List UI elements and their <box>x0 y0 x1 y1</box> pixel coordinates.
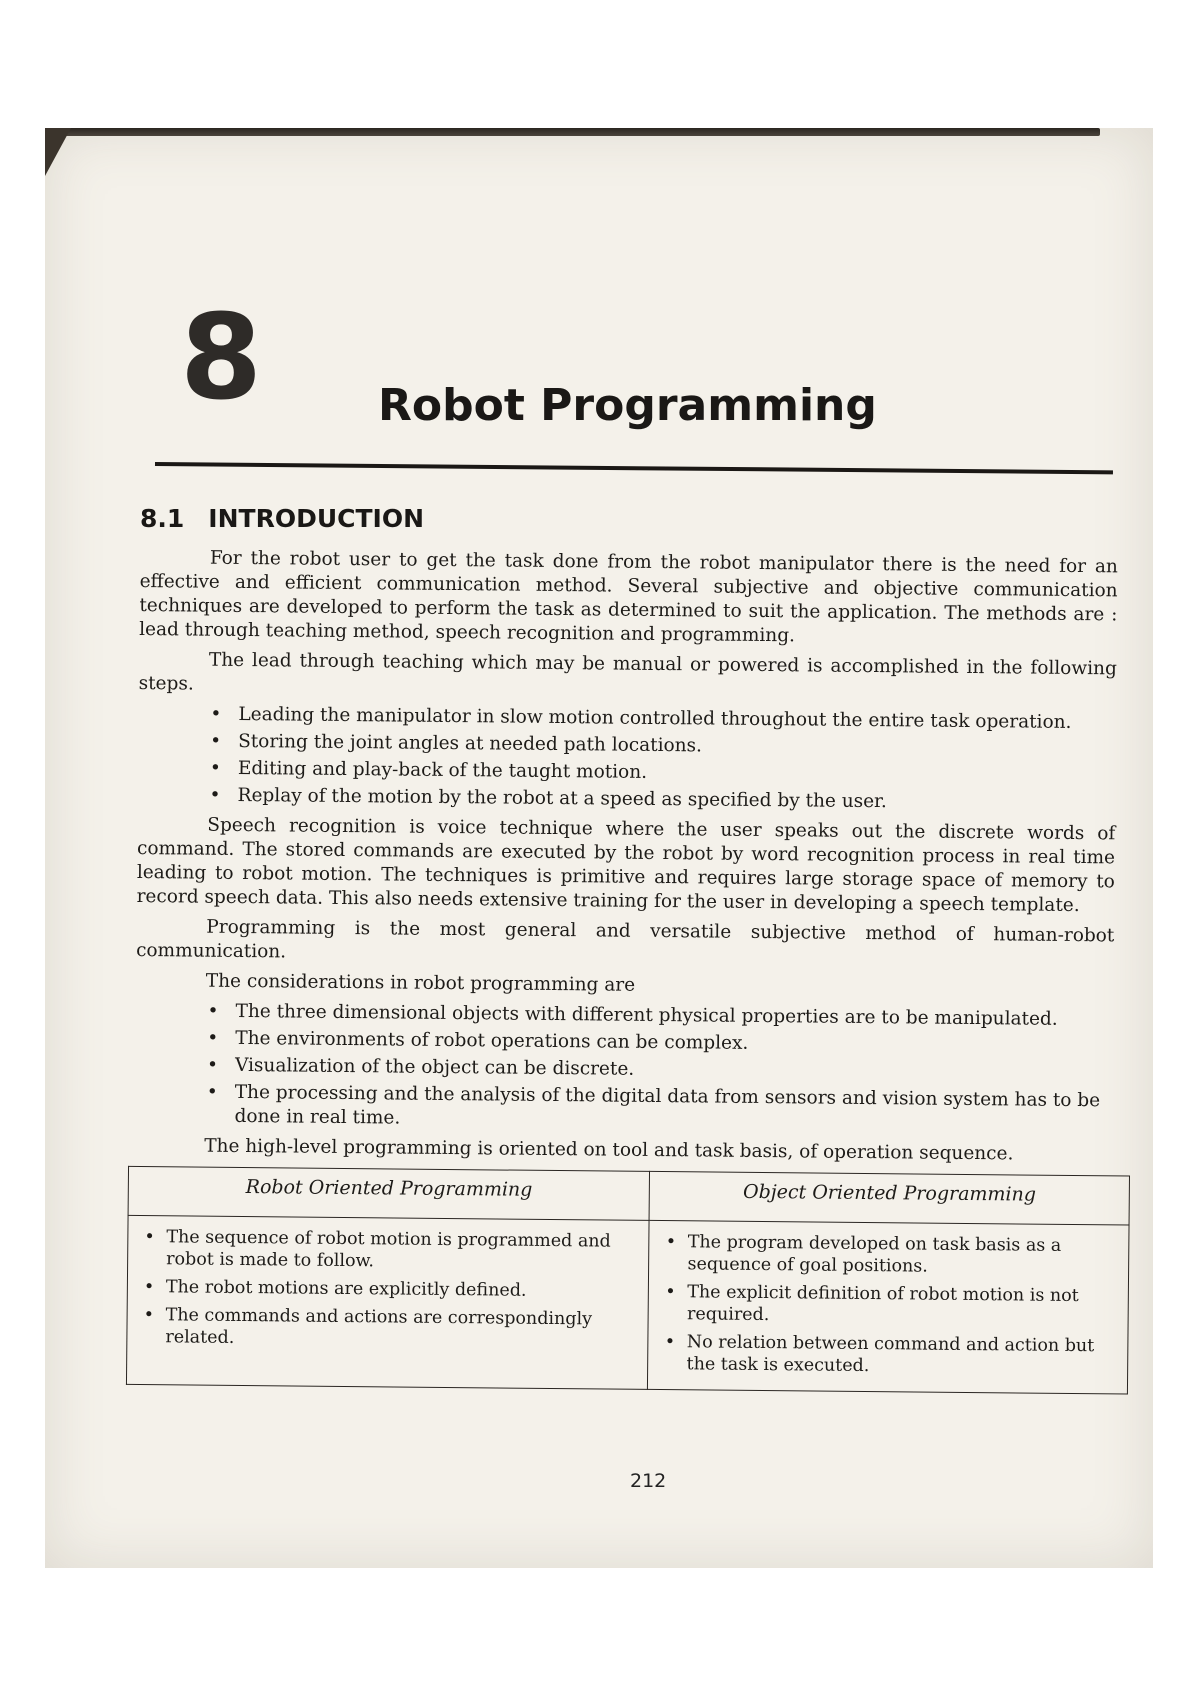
object-oriented-list <box>662 1231 1114 1379</box>
body-text <box>132 546 1118 1394</box>
paragraph-lead-through: The lead through teaching which may be manual or powered is accomplished in the following steps. <box>138 649 1117 695</box>
page-top-shadow <box>60 128 1100 136</box>
paragraph-methods: For the robot user to get the task done from the robot manipulator there is the need for an effective and efficient communication method. Several subjective and objective communication techniques are developed to perform the task as determined to suit the application. The methods are : lead through teaching method, speech recognition and programming. <box>139 547 1118 647</box>
chapter-title: Robot Programming <box>378 380 877 431</box>
comparison-table <box>126 1166 1130 1395</box>
section-title: INTRODUCTION <box>208 504 425 533</box>
paragraph-programming: Programming is the most general and versatile subjective method of human-robot communication. <box>136 916 1115 963</box>
table-header: Robot Oriented Programming <box>128 1166 650 1220</box>
lead-steps-list <box>137 702 1116 816</box>
list-item: • The sequence of robot motion is programmed and robot is made to follow. <box>166 1226 635 1274</box>
robot-oriented-list <box>141 1226 635 1353</box>
list-item: • The commands and actions are correspondingly related. <box>165 1304 634 1352</box>
list-item: • The robot motions are explicitly defined. <box>166 1276 635 1302</box>
list-item: • The environments of robot operations can be complex. <box>235 1027 1113 1059</box>
list-item: • Visualization of the object can be discrete. <box>235 1054 1113 1086</box>
list-item: • Editing and play-back of the taught motion. <box>238 757 1116 789</box>
paragraph-speech-recognition: Speech recognition is voice technique where the user speaks out the discrete words of command. The stored commands are executed by the robot by word recognition process in real time leading to robot motion. The techniques is primitive and requires large storage space of memory to record speech data. This also needs extensive training for the user in developing a speech template. <box>136 814 1116 917</box>
list-item: • No relation between command and action but the task is executed. <box>686 1331 1113 1379</box>
section-number: 8.1 <box>140 504 185 533</box>
table-header: Object Oriented Programming <box>649 1171 1129 1225</box>
considerations-list <box>134 999 1113 1137</box>
list-item: • Leading the manipulator in slow motion controlled throughout the entire task operation. <box>238 703 1116 735</box>
list-item: • Storing the joint angles at needed path locations. <box>238 730 1116 762</box>
chapter-number: 8 <box>180 288 263 426</box>
paragraph-considerations-intro: The considerations in robot programming are <box>205 970 636 996</box>
list-item: • Replay of the motion by the robot at a speed as specified by the user. <box>237 784 1115 816</box>
paragraph-high-level: The high-level programming is oriented on tool and task basis, of operation sequence. <box>204 1135 1014 1165</box>
list-item: • The program developed on task basis as a sequence of goal positions. <box>687 1231 1114 1279</box>
table-row <box>126 1215 1129 1394</box>
list-item: • The three dimensional objects with different physical properties are to be manipulated. <box>235 1000 1113 1032</box>
page-number: 212 <box>630 1470 667 1492</box>
table-cell-robot-oriented <box>126 1215 649 1389</box>
list-item: • The explicit definition of robot motion is not required. <box>687 1281 1114 1329</box>
list-item: • The processing and the analysis of the digital data from sensors and vision system has to be done in real time. <box>234 1081 1112 1137</box>
section-heading <box>140 504 424 533</box>
table-cell-object-oriented <box>648 1220 1129 1394</box>
